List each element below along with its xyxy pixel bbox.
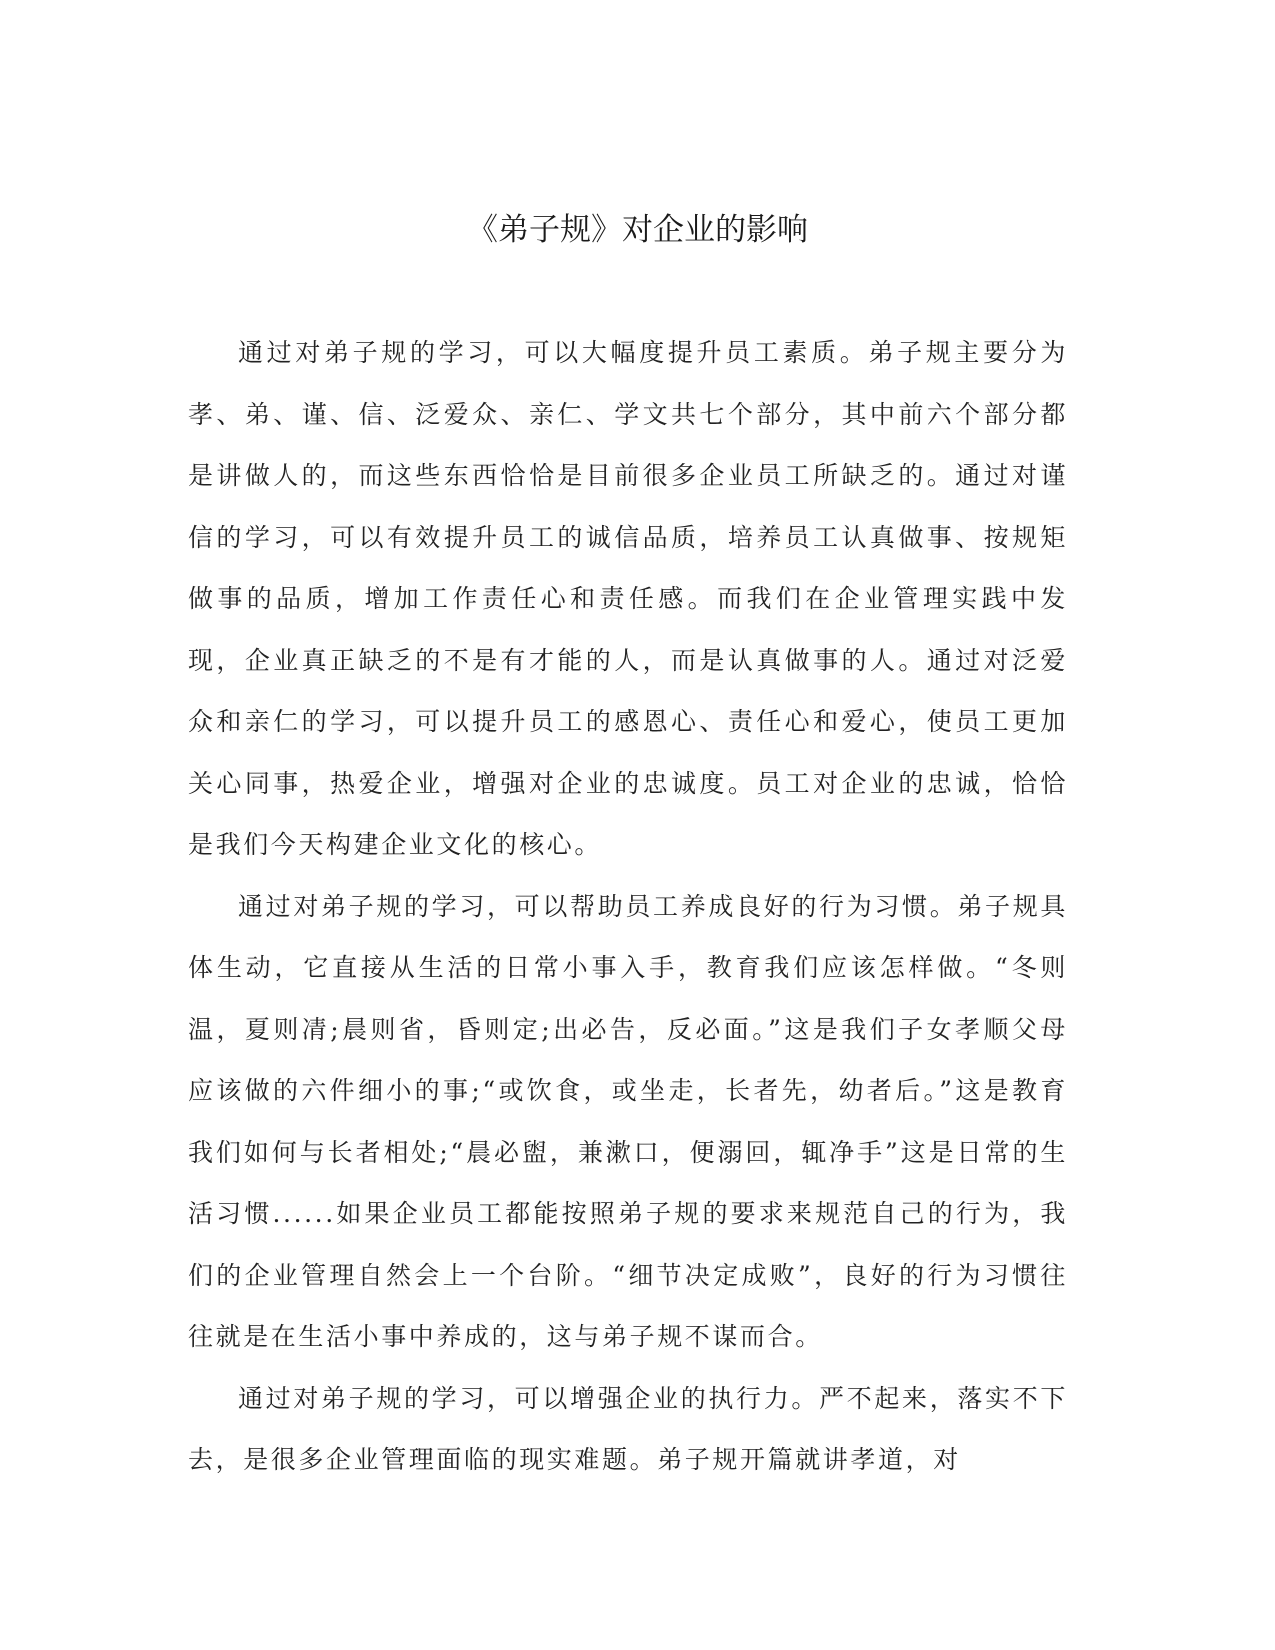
document-body	[188, 322, 1068, 1491]
document-title: 《弟子规》对企业的影响	[467, 212, 808, 248]
paragraph-3: 通过对弟子规的学习，可以增强企业的执行力。严不起来，落实不下去，是很多企业管理面临的现实难题。弟子规开篇就讲孝道，对	[188, 1383, 1068, 1474]
paragraph-2: 通过对弟子规的学习，可以帮助员工养成良好的行为习惯。弟子规具体生动，它直接从生活的日常小事入手，教育我们应该怎样做。“冬则温，夏则凊;晨则省，昏则定;出必告，反必面。”这是我们子女孝顺父母应该做的六件细小的事;“或饮食，或坐走，长者先，幼者后。”这是教育我们如何与长者相处;“晨必盥，兼漱口，便溺回，辄净手”这是日常的生活习惯......如果企业员工都能按照弟子规的要求来规范自己的行为，我们的企业管理自然会上一个台阶。“细节决定成败”，良好的行为习惯往往就是在生活小事中养成的，这与弟子规不谋而合。	[188, 891, 1068, 1351]
paragraph-1: 通过对弟子规的学习，可以大幅度提升员工素质。弟子规主要分为孝、弟、谨、信、泛爱众、亲仁、学文共七个部分，其中前六个部分都是讲做人的，而这些东西恰恰是目前很多企业员工所缺乏的。通过对谨信的学习，可以有效提升员工的诚信品质，培养员工认真做事、按规矩做事的品质，增加工作责任心和责任感。而我们在企业管理实践中发现，企业真正缺乏的不是有才能的人，而是认真做事的人。通过对泛爱众和亲仁的学习，可以提升员工的感恩心、责任心和爱心，使员工更加关心同事，热爱企业，增强对企业的忠诚度。员工对企业的忠诚，恰恰是我们今天构建企业文化的核心。	[188, 338, 1068, 859]
